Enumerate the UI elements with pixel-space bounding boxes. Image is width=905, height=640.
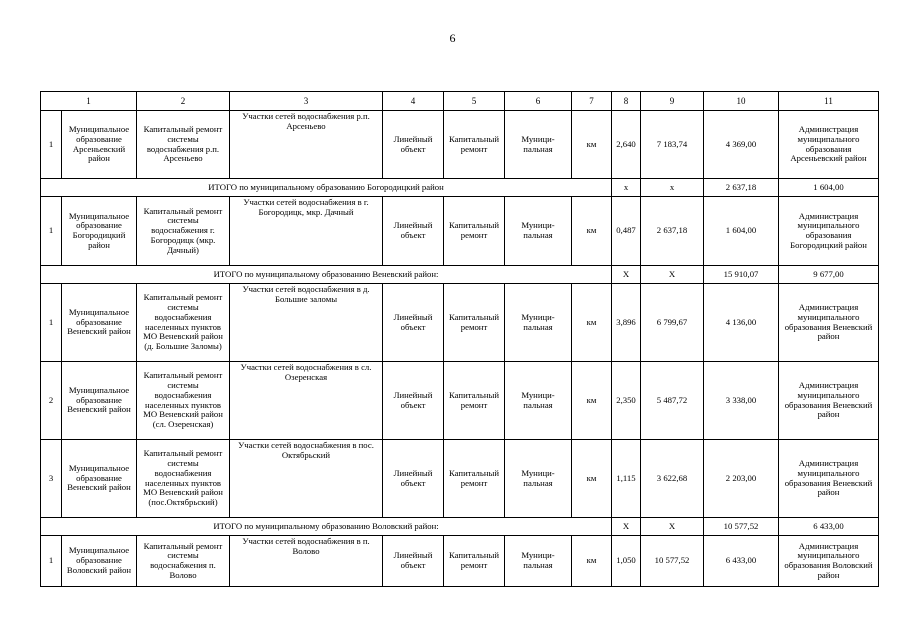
customer-cell: Администрация муниципального образования Арсеньевский район [779,111,879,179]
header-cell-3: 3 [230,92,383,111]
total-c8-cell: Х [641,518,704,536]
municipality-cell: Муниципальное образование Богородицкий район [62,197,137,266]
total-c8-cell: Х [641,266,704,284]
municipality-cell: Муниципальное образование Воловский район [62,536,137,587]
ownership-cell: Муници-пальная [505,197,572,266]
object-kind-cell: Линейный объект [383,440,444,518]
object-name-cell: Капитальный ремонт системы водоснабжения населенных пунктов МО Веневский район (д. Большие Заломы) [137,284,230,362]
length-cell: 0,487 [612,197,641,266]
unit-cell: км [572,111,612,179]
work-type-cell: Капитальный ремонт [444,197,505,266]
item-number: 2 [41,362,62,440]
funding-cell: 4 136,00 [704,284,779,362]
total-c10-cell: 6 433,00 [779,518,879,536]
cost-cell: 5 487,72 [641,362,704,440]
total-row [41,179,879,197]
header-cell-10: 10 [704,92,779,111]
customer-cell: Администрация муниципального образования Воловский район [779,536,879,587]
ownership-cell: Муници-пальная [505,111,572,179]
total-label: ИТОГО по муниципальному образованию Воловский район: [41,518,612,536]
funding-cell: 4 369,00 [704,111,779,179]
table-row [41,362,879,440]
item-number: 1 [41,197,62,266]
header-cell-11: 11 [779,92,879,111]
table-row [41,197,879,266]
total-c7-cell: х [612,179,641,197]
cost-cell: 2 637,18 [641,197,704,266]
item-number: 3 [41,440,62,518]
header-cell-9: 9 [641,92,704,111]
object-name-cell: Капитальный ремонт системы водоснабжения п. Волово [137,536,230,587]
object-kind-cell: Линейный объект [383,197,444,266]
header-cell-4: 4 [383,92,444,111]
customer-cell: Администрация муниципального образования Веневский район [779,440,879,518]
address-cell: Участки сетей водоснабжения в д. Большие заломы [230,284,383,362]
municipality-cell: Муниципальное образование Веневский район [62,362,137,440]
total-row [41,518,879,536]
total-c9-cell: 15 910,07 [704,266,779,284]
length-cell: 2,640 [612,111,641,179]
address-cell: Участки сетей водоснабжения в пос. Октябрьский [230,440,383,518]
length-cell: 1,050 [612,536,641,587]
customer-cell: Администрация муниципального образования Веневский район [779,284,879,362]
address-cell: Участки сетей водоснабжения в сл. Озеренская [230,362,383,440]
unit-cell: км [572,197,612,266]
unit-cell: км [572,362,612,440]
total-label: ИТОГО по муниципальному образованию Богородицкий район [41,179,612,197]
object-kind-cell: Линейный объект [383,284,444,362]
object-name-cell: Капитальный ремонт системы водоснабжения населенных пунктов МО Веневский район (сл. Озеренская) [137,362,230,440]
customer-cell: Администрация муниципального образования Веневский район [779,362,879,440]
total-row [41,266,879,284]
object-name-cell: Капитальный ремонт системы водоснабжения населенных пунктов МО Веневский район (пос.Октябрьский) [137,440,230,518]
ownership-cell: Муници-пальная [505,440,572,518]
table-row [41,111,879,179]
header-cell-6: 6 [505,92,572,111]
table-row [41,536,879,587]
municipality-cell: Муниципальное образование Арсеньевский район [62,111,137,179]
municipality-cell: Муниципальное образование Веневский район [62,440,137,518]
address-cell: Участки сетей водоснабжения в г. Богородицк, мкр. Дачный [230,197,383,266]
unit-cell: км [572,536,612,587]
page-number: 6 [449,31,456,45]
item-number: 1 [41,536,62,587]
total-c8-cell: х [641,179,704,197]
item-number: 1 [41,284,62,362]
work-type-cell: Капитальный ремонт [444,284,505,362]
ownership-cell: Муници-пальная [505,362,572,440]
header-cell-1: 1 [41,92,137,111]
funding-cell: 2 203,00 [704,440,779,518]
total-c9-cell: 2 637,18 [704,179,779,197]
object-name-cell: Капитальный ремонт системы водоснабжения г. Богородицк (мкр. Дачный) [137,197,230,266]
funding-cell: 1 604,00 [704,197,779,266]
cost-cell: 7 183,74 [641,111,704,179]
ownership-cell: Муници-пальная [505,536,572,587]
table-row [41,284,879,362]
object-table [40,91,879,587]
funding-cell: 6 433,00 [704,536,779,587]
address-cell: Участки сетей водоснабжения в п. Волово [230,536,383,587]
header-cell-2: 2 [137,92,230,111]
item-number: 1 [41,111,62,179]
cost-cell: 3 622,68 [641,440,704,518]
length-cell: 1,115 [612,440,641,518]
table-row [41,440,879,518]
header-cell-7: 7 [572,92,612,111]
total-label: ИТОГО по муниципальному образованию Веневский район: [41,266,612,284]
header-cell-5: 5 [444,92,505,111]
municipality-cell: Муниципальное образование Веневский район [62,284,137,362]
ownership-cell: Муници-пальная [505,284,572,362]
header-row [41,92,879,111]
object-kind-cell: Линейный объект [383,362,444,440]
work-type-cell: Капитальный ремонт [444,111,505,179]
work-type-cell: Капитальный ремонт [444,362,505,440]
total-c10-cell: 1 604,00 [779,179,879,197]
customer-cell: Администрация муниципального образования Богородицкий район [779,197,879,266]
total-c7-cell: Х [612,518,641,536]
address-cell: Участки сетей водоснабжения р.п. Арсеньево [230,111,383,179]
work-type-cell: Капитальный ремонт [444,536,505,587]
unit-cell: км [572,440,612,518]
length-cell: 2,350 [612,362,641,440]
total-c10-cell: 9 677,00 [779,266,879,284]
unit-cell: км [572,284,612,362]
total-c7-cell: Х [612,266,641,284]
work-type-cell: Капитальный ремонт [444,440,505,518]
cost-cell: 6 799,67 [641,284,704,362]
cost-cell: 10 577,52 [641,536,704,587]
funding-cell: 3 338,00 [704,362,779,440]
object-kind-cell: Линейный объект [383,111,444,179]
length-cell: 3,896 [612,284,641,362]
header-cell-8: 8 [612,92,641,111]
object-kind-cell: Линейный объект [383,536,444,587]
object-name-cell: Капитальный ремонт системы водоснабжения р.п. Арсеньево [137,111,230,179]
total-c9-cell: 10 577,52 [704,518,779,536]
